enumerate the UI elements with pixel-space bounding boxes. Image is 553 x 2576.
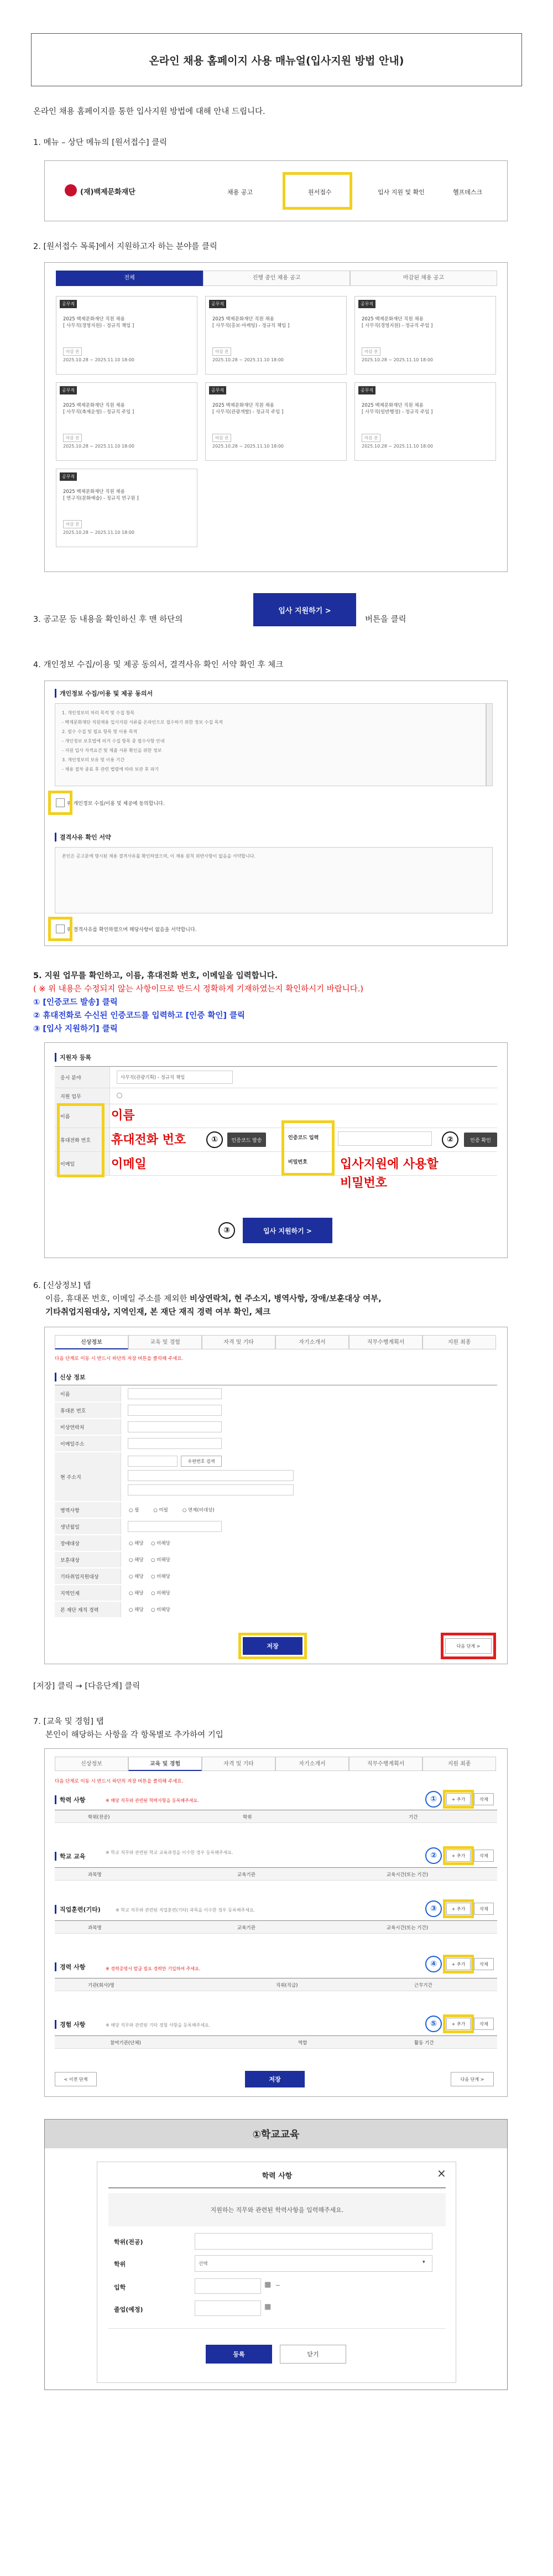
intro-text: 온라인 채용 홈페이지를 통한 입사지원 방법에 대해 안내 드립니다. [33, 107, 265, 116]
card-tag: 공무직 [358, 386, 375, 394]
menu-help[interactable]: 헬프데스크 [453, 189, 483, 196]
save-button[interactable]: 저장 [245, 2071, 305, 2087]
military-option[interactable]: ○ 필 [129, 1508, 139, 1513]
step-number: ② [425, 1847, 442, 1864]
highlight-box [441, 1633, 496, 1659]
annotation-phone: 휴대전화 번호 [111, 1133, 186, 1147]
consent-line: - 개인정보 보호법에 의거 수집 항목 중 필수사항 안내 [62, 739, 165, 744]
next-step-button[interactable]: 다음 단계 > [445, 1638, 492, 1654]
yes-no-radio[interactable]: ○ 해당 ○ 비해당 [129, 1607, 170, 1613]
menu-apply[interactable]: 원서접수 [308, 189, 332, 196]
yes-no-radio[interactable]: ○ 해당 ○ 비해당 [129, 1557, 170, 1563]
highlight-box [283, 172, 352, 210]
scrollbar[interactable] [486, 703, 493, 786]
step7-line2: 본인이 해당하는 사항을 각 항목별로 추가하여 기입 [45, 1731, 223, 1739]
card-date: 2025.10.28 ~ 2025.11.10 18:00 [63, 530, 134, 535]
send-code-button[interactable]: 인증코드 발송 [227, 1133, 266, 1147]
table-header: 과목명 교육기관 교육시간(또는 기간) [55, 1920, 497, 1934]
tab-license[interactable]: 자격 및 기타 [202, 1335, 275, 1349]
tab-essay[interactable]: 자기소개서 [275, 1757, 349, 1771]
step3-text: 3. 공고문 등 내용을 확인하신 후 맨 하단의 [33, 615, 183, 624]
pledge-check-label: 위 결격사유를 확인하였으며 해당사항이 없음을 서약합니다. [67, 927, 197, 933]
step1-screenshot [44, 160, 508, 221]
tab-all[interactable]: 전체 [56, 271, 203, 286]
code-label: 인증코드 입력 [288, 1135, 319, 1141]
range-dash: ~ [275, 2282, 281, 2289]
field-label: 학위(전공) [114, 2239, 143, 2246]
step7-screenshot [44, 1748, 508, 2097]
tab-plan[interactable]: 직무수행계획서 [349, 1335, 422, 1349]
add-button[interactable]: + 추가 [446, 1793, 471, 1805]
step5-warning: ( ※ 위 내용은 수정되지 않는 사항이므로 반드시 정확하게 기재하였는지 확인하시기 바랍니다.) [33, 985, 364, 994]
row-label: 현 주소지 [55, 1452, 121, 1501]
disqualification-textbox [55, 847, 493, 913]
section-title: 경험 사항 [55, 2020, 85, 2029]
graduation-date-input[interactable] [195, 2300, 261, 2316]
postcode-search-button[interactable]: 우편번호 검색 [181, 1456, 222, 1467]
delete-button[interactable]: 삭제 [474, 1850, 494, 1862]
section-note: ※ 경력증명서 발급 필요 경력만 기입하여 주세요. [106, 1966, 201, 1971]
card-tag: 공무직 [60, 300, 77, 308]
table-header: 학위(전공) 학위 기간 [55, 1810, 497, 1823]
section-title: 학력 사항 [55, 1795, 85, 1804]
section-note: ※ 학교 직무와 관련된 직업훈련(기타) 과목을 이수한 경우 등록해주세요. [116, 1908, 255, 1913]
field-label: 학위 [114, 2261, 126, 2268]
degree-select[interactable]: 선택 [195, 2255, 432, 2272]
job-card[interactable] [354, 296, 496, 375]
step6-line3: 기타취업지원대상, 지역인재, 본 재단 재직 경력 여부 확인, 체크 [45, 1308, 271, 1317]
highlight-box [48, 791, 72, 815]
delete-button[interactable]: 삭제 [474, 1903, 494, 1915]
step2-text: 2. [원서접수 목록]에서 지원하고자 하는 분야를 클릭 [33, 242, 217, 251]
step7-line1: 7. [교육 및 경험] 탭 [33, 1717, 104, 1726]
birth-input[interactable] [128, 1521, 222, 1532]
job-card[interactable] [205, 296, 347, 375]
tab-license[interactable]: 자격 및 기타 [202, 1757, 275, 1771]
annotation-email: 이메일 [111, 1157, 147, 1171]
step-number: ① [425, 1791, 442, 1808]
step-number: ③ [218, 1222, 235, 1239]
form-title: 지원자 등록 [55, 1053, 91, 1062]
highlight-box [443, 1790, 474, 1809]
menu-notice[interactable]: 채용 공고 [227, 189, 253, 196]
password-label: 비밀번호 [288, 1160, 307, 1165]
card-date: 2025.10.28 ~ 2025.11.10 18:00 [63, 444, 134, 449]
step5-item3: ③ [입사 지원하기] 클릭 [33, 1025, 118, 1033]
card-field: [ 사무직(경영지원) - 정규직 주임 ] [362, 323, 433, 329]
job-card[interactable] [56, 296, 197, 375]
highlight-box [48, 917, 72, 941]
yes-no-radio[interactable]: ○ 해당 ○ 비해당 [129, 1541, 170, 1546]
highlight-box [443, 2014, 474, 2033]
section-note: ※ 해당 직무와 관련된 기타 경험 사항을 등록해주세요. [106, 2023, 211, 2028]
step-number: ④ [425, 1956, 442, 1972]
card-status: 마감 전 [212, 347, 231, 356]
step6-line2 [45, 1292, 382, 1304]
card-date: 2025.10.28 ~ 2025.11.10 18:00 [212, 444, 284, 449]
emergency-input[interactable] [128, 1421, 222, 1432]
row-label: 휴대폰 번호 [55, 1403, 121, 1418]
step-number: ② [442, 1131, 458, 1148]
card-tag: 공무직 [60, 472, 77, 481]
card-field: [ 사무직(일반행정) - 정규직 주임 ] [362, 409, 433, 415]
consent-line: - 지원 입사 자격요건 및 제출 서류 확인을 위한 정보 [62, 748, 162, 753]
disqualification-title: 결격사유 확인 서약 [55, 833, 111, 842]
step6-line2-bold: 비상연락처, 현 주소지, 병역사항, 장애/보훈대상 여부, [189, 1295, 382, 1303]
section-note: ※ 해당 직무와 관련된 학력사항을 등록해주세요. [106, 1798, 199, 1803]
card-field: [ 사무직(경영지원) - 정규직 책임 ] [63, 323, 134, 329]
card-status: 마감 전 [63, 434, 82, 442]
tab-closed[interactable]: 마감된 채용 공고 [350, 271, 497, 286]
annotation-password: 입사지원에 사용할 [340, 1157, 439, 1171]
major-input[interactable] [195, 2233, 432, 2250]
consent-check-label: 위 개인정보 수집/이용 및 제공에 동의합니다. [67, 801, 165, 807]
card-status: 마감 전 [362, 347, 380, 356]
row-label: 본 재단 재직 경력 [55, 1602, 121, 1617]
card-date: 2025.10.28 ~ 2025.11.10 18:00 [362, 357, 433, 362]
save-notice: 다음 단계로 이동 시 반드시 하단의 저장 버튼을 클릭해 주세요. [55, 1356, 184, 1362]
modal-desc: 지원하는 직무와 관련된 학력사항을 입력해주세요. [108, 2193, 446, 2226]
tab-final[interactable]: 지원 최종 [422, 1335, 496, 1349]
job-card[interactable] [354, 382, 496, 461]
annotation-name: 이름 [111, 1109, 135, 1123]
next-step-button[interactable]: 다음 단계 > [451, 2072, 494, 2086]
address-detail-input[interactable] [128, 1484, 294, 1495]
table-header: 참여기관(단체) 역할 활동 기간 [55, 2035, 497, 2049]
section-title: 직업훈련(기타) [55, 1905, 101, 1914]
card-title: 2025 백제문화재단 직원 채용 [63, 316, 125, 322]
section-title: 학교 교육 [55, 1852, 85, 1861]
site-logo[interactable]: (재)백제문화재단 [80, 188, 135, 196]
step5-item1: ① [인증코드 발송] 클릭 [33, 998, 118, 1007]
job-card[interactable] [56, 469, 197, 547]
consent-line: - 채용 절차 종료 후 관련 법령에 따라 보관 후 파기 [62, 767, 159, 772]
step5-screenshot [44, 1042, 508, 1258]
row-label: 지원 업무 [55, 1088, 110, 1104]
card-field: [ 사무직(관광개발) - 정규직 주임 ] [212, 409, 284, 415]
military-option[interactable]: ○ 미필 [153, 1508, 168, 1513]
card-field: [ 사무직(홍보·마케팅) - 정규직 책임 ] [212, 323, 290, 329]
card-title: 2025 백제문화재단 직원 채용 [362, 403, 424, 408]
phone-input[interactable] [128, 1405, 222, 1416]
chevron-down-icon: ▾ [422, 2260, 425, 2265]
row-label: 응시 분야 [55, 1067, 110, 1088]
military-option[interactable]: ○ 면제(비대상) [182, 1508, 215, 1513]
step3-text-after: 버튼을 클릭 [365, 615, 406, 624]
consent-title: 개인정보 수집/이용 및 제공 동의서 [55, 689, 153, 698]
card-status: 마감 전 [212, 434, 231, 442]
step-number: ① [206, 1131, 223, 1148]
card-title: 2025 백제문화재단 직원 채용 [212, 403, 274, 408]
verify-button[interactable]: 인증 확인 [464, 1133, 497, 1147]
save-notice: 다음 단계로 이동 시 반드시 하단의 저장 버튼을 클릭해 주세요. [55, 1779, 184, 1784]
modal-title: 학력 사항 [262, 2172, 293, 2180]
tab-education[interactable]: 교육 및 경험 [128, 1757, 202, 1771]
card-field: [ 사무직(축제운영) - 정규직 주임 ] [63, 409, 134, 415]
delete-button[interactable]: 삭제 [474, 2018, 494, 2030]
step6-footer: [저장] 클릭 → [다음단계] 클릭 [33, 1682, 140, 1691]
step5-item2: ② 휴대전화로 수신된 인증코드를 입력하고 [인증 확인] 클릭 [33, 1011, 246, 1020]
card-date: 2025.10.28 ~ 2025.11.10 18:00 [63, 357, 134, 362]
tab-education[interactable]: 교육 및 경험 [128, 1335, 202, 1349]
row-label: 이름 [55, 1386, 121, 1401]
step6-line2-plain: 이름, 휴대폰 번호, 이메일 주소를 제외한 [45, 1295, 190, 1303]
section-note: ※ 학교 직무와 관련된 학교 교육과정을 이수한 경우 등록해주세요. [106, 1850, 233, 1855]
delete-button[interactable]: 삭제 [474, 1793, 494, 1805]
row-label: 휴대전화 번호 [55, 1128, 110, 1151]
step-number: ⑤ [425, 2016, 442, 2032]
card-title: 2025 백제문화재단 직원 채용 [362, 316, 424, 322]
consent-textbox[interactable] [55, 703, 486, 786]
apply-submit-button[interactable]: 입사 지원하기 > [243, 1218, 332, 1243]
card-status: 마감 전 [362, 434, 380, 442]
highlight-box [443, 1955, 474, 1973]
tab-final[interactable]: 지원 최종 [422, 1757, 496, 1771]
close-icon[interactable]: × [437, 2167, 446, 2180]
step6-line1: 6. [신상정보] 탭 [33, 1281, 91, 1290]
row-label: 병역사항 [55, 1502, 121, 1518]
consent-line: 3. 개인정보의 보유 및 이용 기간 [62, 757, 125, 762]
close-button[interactable]: 닫기 [280, 2345, 346, 2364]
calendar-icon[interactable]: ▦ [264, 2303, 272, 2311]
highlight-box [443, 1899, 474, 1918]
logo-icon [65, 184, 77, 196]
email-input[interactable] [128, 1438, 222, 1449]
row-label: 생년월일 [55, 1519, 121, 1534]
card-status: 마감 전 [63, 347, 82, 356]
calendar-icon[interactable]: ▦ [264, 2281, 272, 2289]
step5-line1: 5. 지원 업무를 확인하고, 이름, 휴대전화 번호, 이메일을 입력합니다. [33, 972, 278, 980]
card-field: [ 연구직(문화예술) - 정규직 연구원 ] [63, 496, 139, 501]
job-card[interactable] [205, 382, 347, 461]
name-input[interactable] [128, 1388, 222, 1399]
row-label: 보훈대상 [55, 1552, 121, 1567]
field-label: 졸업(예정) [114, 2306, 143, 2313]
postcode-input[interactable] [128, 1456, 178, 1467]
card-tag: 공무직 [60, 386, 77, 394]
card-date: 2025.10.28 ~ 2025.11.10 18:00 [362, 444, 433, 449]
radio[interactable] [117, 1093, 122, 1098]
row-label: 비상연락처 [55, 1419, 121, 1435]
tab-essay[interactable]: 자기소개서 [275, 1335, 349, 1349]
code-input[interactable] [338, 1131, 432, 1146]
add-button[interactable]: + 추가 [446, 1958, 471, 1970]
modal-screenshot [44, 2119, 508, 2390]
row-label: 이름 [55, 1104, 110, 1128]
card-tag: 공무직 [209, 300, 226, 308]
consent-line: 2. 필수 수집 및 필요 항목 및 이용 목적 [62, 729, 138, 734]
step6-screenshot [44, 1327, 508, 1664]
address-input[interactable] [128, 1470, 294, 1481]
entrance-date-input[interactable] [195, 2278, 261, 2294]
save-button[interactable]: 저장 [243, 1637, 302, 1655]
row-label: 지역인재 [55, 1585, 121, 1601]
disqualification-line: 본인은 공고문에 명시된 채용 결격사유를 확인하였으며, 이 채용 원칙 위반사항이 없음을 서약합니다. [62, 854, 255, 859]
menu-check[interactable]: 입사 지원 및 확인 [378, 189, 425, 196]
tab-ongoing[interactable]: 진행 중인 채용 공고 [203, 271, 350, 286]
field-label: 입학 [114, 2284, 126, 2291]
add-button[interactable]: + 추가 [446, 1850, 471, 1862]
row-label: 장애대상 [55, 1535, 121, 1551]
highlight-box [281, 1120, 335, 1176]
section-title: 신상 정보 [55, 1373, 85, 1382]
step1-text: 1. 메뉴 – 상단 메뉴의 [원서접수] 클릭 [33, 138, 168, 147]
page-title: 온라인 채용 홈페이지 사용 매뉴얼(입사지원 방법 안내) [31, 33, 522, 86]
row-label: 기타취업지원대상 [55, 1569, 121, 1584]
consent-line: 1. 개인정보의 처리 목적 및 수집 항목 [62, 710, 135, 715]
field-select[interactable]: 사무직(관광기획) - 정규직 책임 [117, 1071, 233, 1084]
step4-text: 4. 개인정보 수집/이용 및 제공 동의서, 결격사유 확인 서약 확인 후 체크 [33, 661, 284, 669]
row-label: 이메일 [55, 1152, 110, 1175]
tab-personal[interactable]: 신상정보 [55, 1335, 128, 1349]
row-label: 이메일주소 [55, 1436, 121, 1451]
consent-line: - 백제문화재단 직원채용 입사지원 서류를 온라인으로 접수하기 위한 정보 수집 목적 [62, 720, 223, 725]
card-title: 2025 백제문화재단 직원 채용 [212, 316, 274, 322]
step4-screenshot [44, 681, 508, 946]
job-card[interactable] [56, 382, 197, 461]
table-header: 기관(회사)명 직위(직급) 근무기간 [55, 1978, 497, 1991]
highlight-box [57, 1103, 105, 1177]
register-button[interactable]: 등록 [206, 2345, 272, 2364]
card-tag: 공무직 [209, 386, 226, 394]
modal-header: ①학교교육 [45, 2120, 507, 2148]
prev-step-button[interactable]: < 이전 단계 [55, 2072, 97, 2086]
highlight-box [443, 1846, 474, 1865]
apply-button-sample[interactable]: 입사 지원하기 > [253, 593, 356, 626]
card-tag: 공무직 [358, 300, 375, 308]
section-title: 경력 사항 [55, 1962, 85, 1971]
tab-personal[interactable]: 신상정보 [55, 1757, 128, 1771]
card-date: 2025.10.28 ~ 2025.11.10 18:00 [212, 357, 284, 362]
add-button[interactable]: + 추가 [446, 1903, 471, 1915]
modal-dialog [97, 2162, 456, 2383]
yes-no-radio[interactable]: ○ 해당 ○ 비해당 [129, 1591, 170, 1596]
yes-no-radio[interactable]: ○ 해당 ○ 비해당 [129, 1574, 170, 1580]
step-number: ③ [425, 1900, 442, 1917]
table-header: 과목명 교육기관 교육시간(또는 기간) [55, 1867, 497, 1881]
card-title: 2025 백제문화재단 직원 채용 [63, 489, 125, 495]
tab-plan[interactable]: 직무수행계획서 [349, 1757, 422, 1771]
military-options [129, 1507, 215, 1513]
highlight-box [238, 1633, 307, 1659]
add-button[interactable]: + 추가 [446, 2018, 471, 2030]
annotation-password: 비밀번호 [340, 1176, 388, 1190]
delete-button[interactable]: 삭제 [474, 1958, 494, 1970]
card-title: 2025 백제문화재단 직원 채용 [63, 403, 125, 408]
card-status: 마감 전 [63, 520, 82, 528]
step2-screenshot [44, 262, 508, 572]
